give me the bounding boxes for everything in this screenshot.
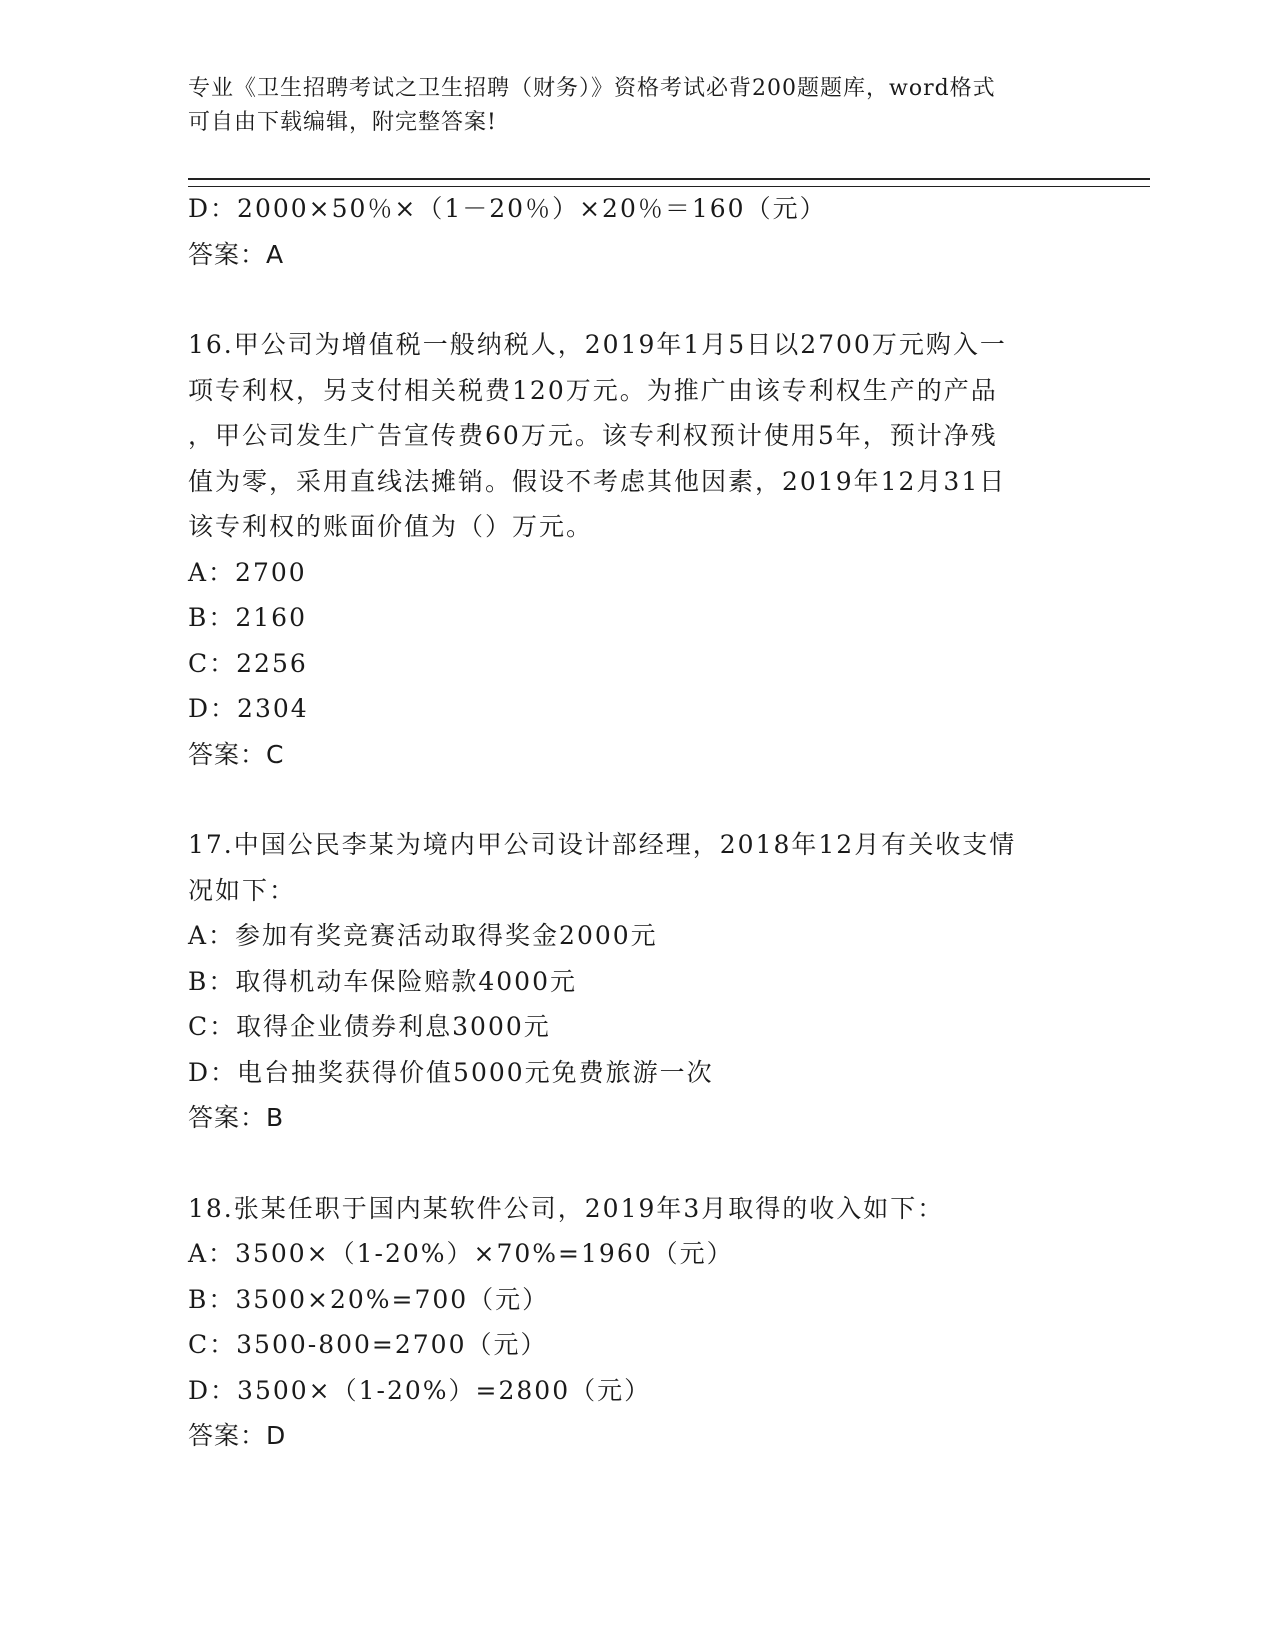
option-c: C：2256 (188, 648, 308, 678)
option-d: D：3500×（1-20%）=2800（元） (188, 1375, 652, 1405)
question-16 (188, 322, 1088, 777)
option-b: B：2160 (188, 603, 307, 632)
spacer (188, 277, 1088, 322)
previous-question-tail (188, 186, 1088, 277)
stem-line: ，甲公司发生广告宣传费60万元。该专利权预计使用5年，预计净残 (188, 421, 998, 450)
header-line-2: 可自由下载编辑，附完整答案! (188, 110, 497, 135)
option-c: C：取得企业债券利息3000元 (188, 1012, 551, 1041)
spacer (188, 777, 1088, 822)
question-stem (188, 322, 1088, 550)
stem-line: 17.中国公民李某为境内甲公司设计部经理，2018年12月有关收支情 (188, 830, 1017, 859)
page-header (188, 72, 1088, 140)
document-body (188, 186, 1088, 1459)
stem-line: 该专利权的账面价值为（）万元。 (188, 512, 594, 541)
option-b: B：取得机动车保险赔款4000元 (188, 966, 577, 996)
question-18 (188, 1186, 1088, 1459)
stem-line: 18.张某任职于国内某软件公司，2019年3月取得的收入如下： (188, 1193, 945, 1223)
option-a: A：3500×（1-20%）×70%=1960（元） (188, 1239, 734, 1268)
option-a: A：参加有奖竞赛活动取得奖金2000元 (188, 921, 658, 950)
answer: 答案：D (188, 1421, 287, 1450)
stem-line: 况如下： (188, 875, 297, 905)
answer: 答案：B (188, 1103, 285, 1132)
option-d: D：电台抽奖获得价值5000元免费旅游一次 (188, 1057, 714, 1087)
header-line-1: 专业《卫生招聘考试之卫生招聘（财务）》资格考试必背200题题库，word格式 (188, 76, 996, 101)
option-c: C：3500-800=2700（元） (188, 1330, 548, 1359)
question-17 (188, 822, 1088, 1141)
stem-line: 值为零，采用直线法摊销。假设不考虑其他因素，2019年12月31日 (188, 466, 1007, 496)
stem-line: 项专利权，另支付相关税费120万元。为推广由该专利权生产的产品 (188, 375, 998, 405)
question-stem (188, 1186, 1088, 1232)
spacer (188, 1141, 1088, 1186)
option-a: A：2700 (188, 557, 307, 587)
option-d: D：2000×50％×（1－20％）×20％＝160（元） (188, 194, 827, 223)
answer: 答案：A (188, 239, 285, 269)
answer: 答案：C (188, 739, 285, 769)
stem-line: 16.甲公司为增值税一般纳税人，2019年1月5日以2700万元购入一 (188, 330, 1007, 359)
question-stem (188, 822, 1088, 913)
option-d: D：2304 (188, 694, 309, 723)
option-b: B：3500×20%=700（元） (188, 1284, 550, 1314)
